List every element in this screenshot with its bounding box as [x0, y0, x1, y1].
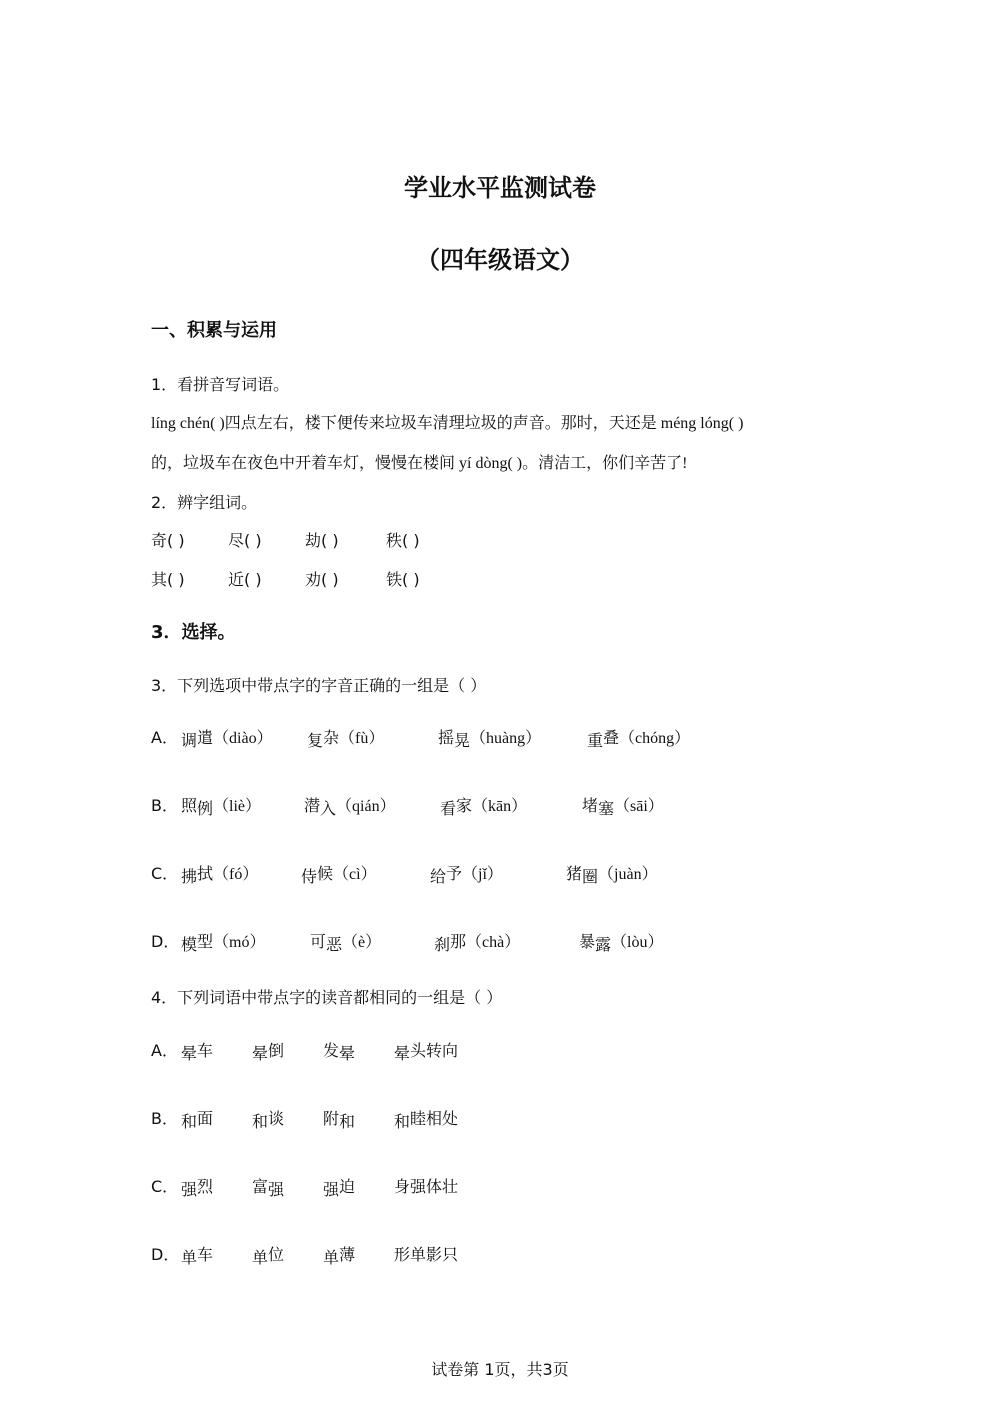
option-word: 晕车	[181, 1041, 214, 1063]
page-number: 试卷第 1页，共3页	[431, 1360, 569, 1379]
option-word: 富强	[252, 1177, 285, 1199]
option-word: 身强体壮	[394, 1177, 459, 1196]
option-word: 形单影只	[394, 1245, 459, 1264]
exam-subtitle: （四年级语文）	[416, 246, 584, 274]
option-word: 附和	[323, 1109, 356, 1131]
option-word: 看家（kān）	[440, 796, 528, 818]
option-label-d: D．	[151, 1245, 180, 1264]
option-word: 和睦相处	[394, 1109, 459, 1131]
option-label-a: A．	[151, 728, 178, 747]
option-word: 发晕	[323, 1041, 356, 1063]
option-word: 单薄	[323, 1245, 356, 1267]
option-word: 复杂（fù）	[307, 728, 385, 750]
exam-title: 学业水平监测试卷	[404, 174, 596, 202]
option-word: 给予（jǐ）	[430, 864, 503, 886]
option-label-b: B．	[151, 796, 178, 815]
word-pair-item: 铁( )	[386, 570, 420, 589]
option-word: 可恶（è）	[310, 932, 382, 954]
option-word: 堵塞（sāi）	[582, 796, 664, 818]
option-word: 照例（liè）	[181, 796, 262, 818]
option-word: 和面	[181, 1109, 214, 1131]
word-pair-item: 近( )	[228, 570, 262, 589]
word-pair-item: 奇( )	[151, 531, 185, 550]
question-3-prompt: 3．下列选项中带点字的字音正确的一组是（ ）	[151, 676, 487, 695]
option-word: 拂拭（fó）	[181, 864, 259, 886]
option-word: 强迫	[323, 1177, 356, 1199]
option-word: 暴露（lòu）	[579, 932, 664, 954]
option-label-a: A．	[151, 1041, 178, 1060]
question-1-line-2: 的，垃圾车在夜色中开着车灯，慢慢在楼间 yí dòng( )。清洁工，你们辛苦了!	[151, 455, 688, 472]
option-word: 调遣（diào）	[181, 728, 273, 750]
option-word: 晕倒	[252, 1041, 285, 1063]
option-word: 单车	[181, 1245, 214, 1267]
option-label-b: B．	[151, 1109, 178, 1128]
option-word: 猪圈（juàn）	[566, 864, 658, 886]
option-word: 强烈	[181, 1177, 214, 1199]
section-heading-3: 3．选择。	[151, 622, 236, 643]
option-word: 晕头转向	[394, 1041, 459, 1063]
option-word: 单位	[252, 1245, 285, 1267]
option-word: 重叠（chóng）	[587, 728, 691, 750]
option-label-c: C．	[151, 864, 179, 883]
section-heading-1: 一、积累与运用	[151, 320, 277, 341]
option-word: 潜入（qián）	[304, 796, 396, 818]
word-pair-item: 劝( )	[305, 570, 339, 589]
question-4-prompt: 4．下列词语中带点字的读音都相同的一组是（ ）	[151, 988, 503, 1007]
word-pair-item: 秩( )	[386, 531, 420, 550]
option-word: 侍候（cì）	[301, 864, 377, 886]
word-pair-item: 尽( )	[228, 531, 262, 550]
question-1-line-1: líng chén( )四点左右，楼下便传来垃圾车清理垃圾的声音。那时，天还是 méng lóng( )	[151, 415, 744, 432]
word-pair-item: 劫( )	[305, 531, 339, 550]
option-label-c: C．	[151, 1177, 179, 1196]
option-label-d: D．	[151, 932, 180, 951]
question-2-prompt: 2．辨字组词。	[151, 493, 258, 512]
option-word: 摇晃（huàng）	[438, 728, 542, 750]
question-1-prompt: 1．看拼音写词语。	[151, 375, 290, 394]
option-word: 模型（mó）	[181, 932, 266, 954]
option-word: 和谈	[252, 1109, 285, 1131]
word-pair-item: 其( )	[151, 570, 185, 589]
option-word: 刹那（chà）	[434, 932, 521, 954]
